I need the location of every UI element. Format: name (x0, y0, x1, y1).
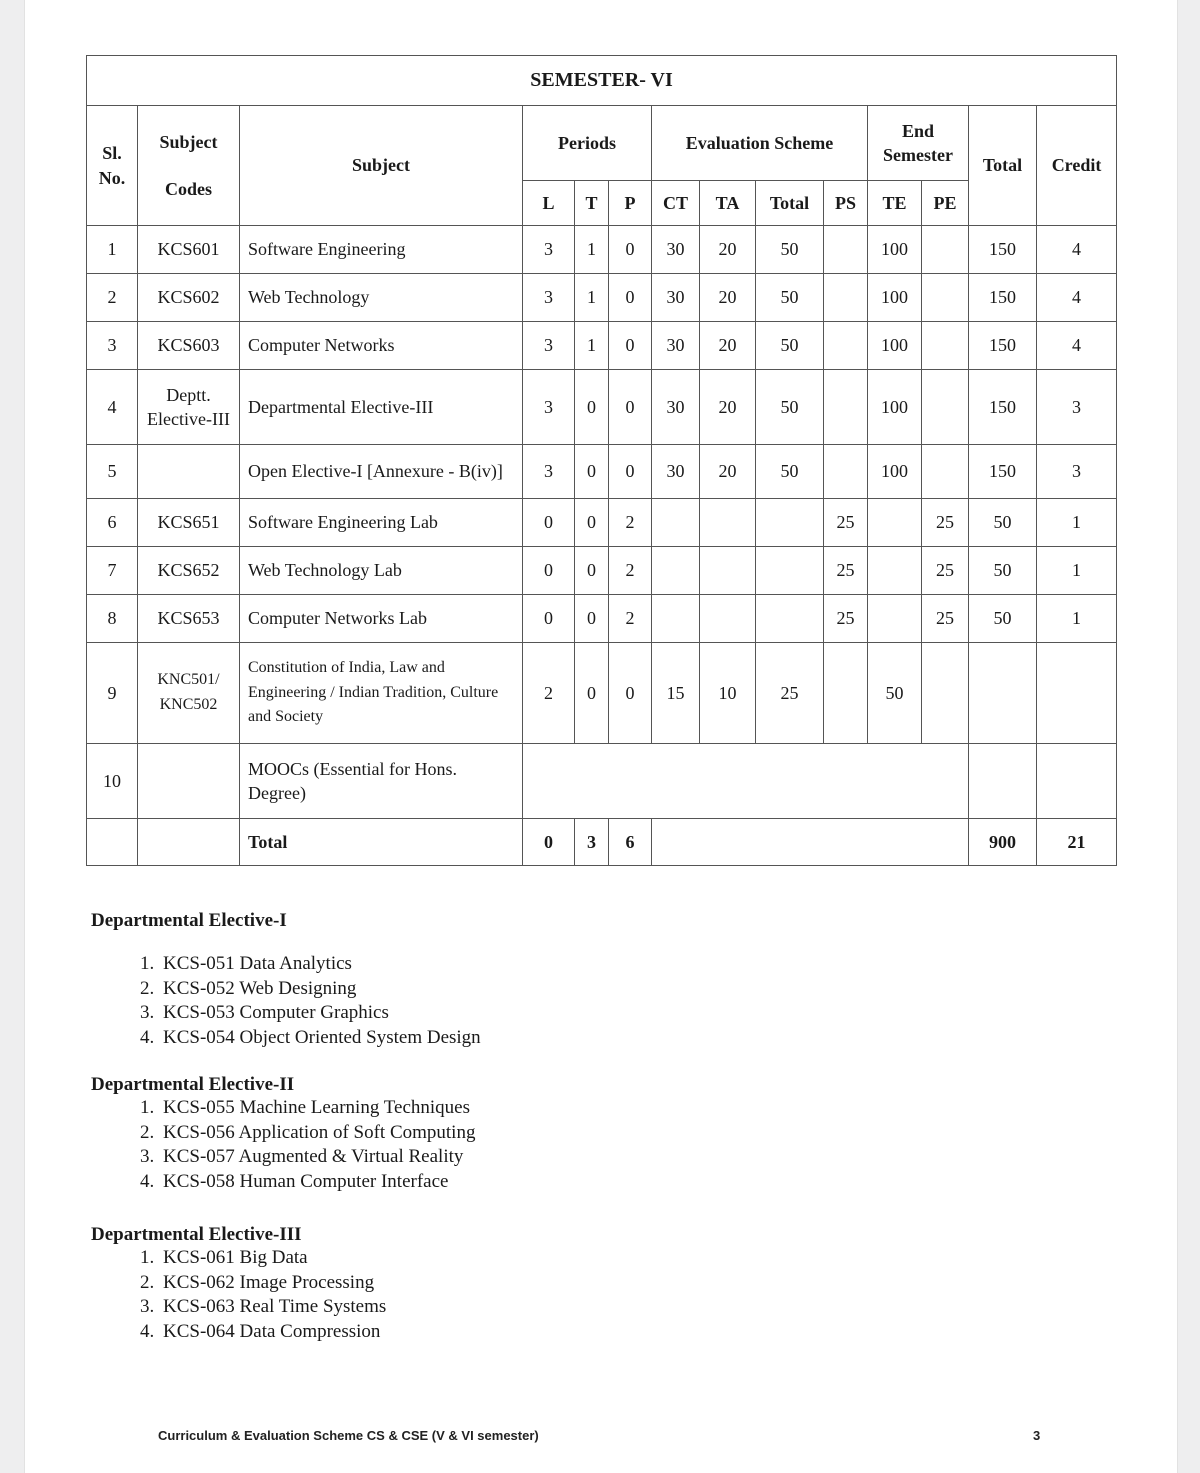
list-item: 2. KCS-062 Image Processing (159, 1271, 481, 1296)
cell-te: 100 (868, 322, 922, 370)
cell-total: 50 (969, 595, 1037, 643)
table-row (87, 445, 1117, 499)
cell-ps: 25 (824, 595, 868, 643)
header-evaluation-scheme: Evaluation Scheme (652, 106, 868, 181)
header-te: TE (868, 181, 922, 226)
cell-l: 3 (523, 322, 575, 370)
cell-total: 150 (969, 370, 1037, 445)
cell-credit: 1 (1037, 595, 1117, 643)
elective-section (91, 1224, 481, 1344)
cell-ct: 30 (652, 274, 700, 322)
cell-p: 0 (609, 226, 652, 274)
elective-section (91, 910, 481, 1050)
cell-te (868, 595, 922, 643)
cell-credit: 3 (1037, 445, 1117, 499)
cell-ps (824, 643, 868, 744)
table-row (87, 595, 1117, 643)
cell-ct (652, 547, 700, 595)
header-credit: Credit (1037, 106, 1117, 226)
elective-heading: Departmental Elective-III (91, 1224, 302, 1245)
cell-code (138, 819, 240, 866)
cell-subject: MOOCs (Essential for Hons. Degree) (240, 744, 523, 819)
cell-code (138, 744, 240, 819)
cell-ta: 20 (700, 322, 756, 370)
cell-code: KCS652 (138, 547, 240, 595)
cell-subject: Web Technology (240, 274, 523, 322)
cell-ps: 25 (824, 547, 868, 595)
cell-l: 0 (523, 595, 575, 643)
cell-l: 3 (523, 370, 575, 445)
header-end-semester: End Semester (868, 106, 969, 181)
cell-etotal: 50 (756, 226, 824, 274)
cell-ta: 20 (700, 274, 756, 322)
semester-schedule-table (86, 55, 1117, 866)
cell-sl: 3 (87, 322, 138, 370)
cell-credit: 3 (1037, 370, 1117, 445)
cell-t: 0 (575, 595, 609, 643)
document-page (24, 0, 1178, 1473)
cell-te: 100 (868, 226, 922, 274)
cell-sl: 6 (87, 499, 138, 547)
list-item: 4. KCS-058 Human Computer Interface (159, 1170, 481, 1195)
cell-p: 0 (609, 370, 652, 445)
header-ct: CT (652, 181, 700, 226)
cell-pe (922, 643, 969, 744)
cell-total: 50 (969, 547, 1037, 595)
cell-ps (824, 226, 868, 274)
cell-sl: 10 (87, 744, 138, 819)
cell-te (868, 499, 922, 547)
cell-credit: 4 (1037, 322, 1117, 370)
header-subject: Subject (240, 106, 523, 226)
cell-te (868, 547, 922, 595)
list-item: 1. KCS-051 Data Analytics (159, 952, 481, 977)
header-subject-codes: Subject Codes (138, 106, 240, 226)
totals-t: 3 (575, 819, 609, 866)
elective-list (91, 1246, 481, 1344)
cell-p: 2 (609, 547, 652, 595)
cell-ct: 30 (652, 322, 700, 370)
list-item: 2. KCS-052 Web Designing (159, 977, 481, 1002)
table-row (87, 547, 1117, 595)
cell-ta: 20 (700, 445, 756, 499)
cell-code: KNC501/ KNC502 (138, 643, 240, 744)
cell-total: 150 (969, 445, 1037, 499)
cell-sl: 9 (87, 643, 138, 744)
header-t: T (575, 181, 609, 226)
cell-t: 1 (575, 322, 609, 370)
cell-ps (824, 370, 868, 445)
cell-code: KCS651 (138, 499, 240, 547)
totals-l: 0 (523, 819, 575, 866)
cell-t: 1 (575, 226, 609, 274)
cell-sl (87, 819, 138, 866)
cell-etotal: 50 (756, 274, 824, 322)
cell-credit (1037, 744, 1117, 819)
cell-empty-span (523, 744, 969, 819)
cell-ct: 15 (652, 643, 700, 744)
header-ps: PS (824, 181, 868, 226)
cell-etotal: 50 (756, 370, 824, 445)
elective-list (91, 952, 481, 1050)
cell-etotal: 25 (756, 643, 824, 744)
cell-total: 150 (969, 226, 1037, 274)
totals-label: Total (240, 819, 523, 866)
list-item: 1. KCS-061 Big Data (159, 1246, 481, 1271)
table-row (87, 744, 1117, 819)
cell-ta: 20 (700, 370, 756, 445)
cell-credit: 1 (1037, 547, 1117, 595)
cell-pe: 25 (922, 547, 969, 595)
cell-credit (1037, 643, 1117, 744)
cell-te: 100 (868, 445, 922, 499)
cell-ps: 25 (824, 499, 868, 547)
header-periods: Periods (523, 106, 652, 181)
table-row (87, 499, 1117, 547)
cell-l: 2 (523, 643, 575, 744)
header-pe: PE (922, 181, 969, 226)
table-row (87, 226, 1117, 274)
cell-pe (922, 370, 969, 445)
cell-credit: 4 (1037, 226, 1117, 274)
cell-t: 0 (575, 547, 609, 595)
cell-ta (700, 595, 756, 643)
table-row (87, 370, 1117, 445)
cell-t: 1 (575, 274, 609, 322)
elective-heading: Departmental Elective-II (91, 1074, 295, 1095)
cell-t: 0 (575, 370, 609, 445)
cell-ps (824, 322, 868, 370)
cell-code: KCS602 (138, 274, 240, 322)
cell-ta: 20 (700, 226, 756, 274)
cell-ct (652, 595, 700, 643)
cell-etotal: 50 (756, 322, 824, 370)
cell-pe: 25 (922, 595, 969, 643)
cell-code (138, 445, 240, 499)
cell-ct: 30 (652, 445, 700, 499)
cell-l: 0 (523, 499, 575, 547)
elective-heading: Departmental Elective-I (91, 910, 287, 931)
totals-row (87, 819, 1117, 866)
list-item: 1. KCS-055 Machine Learning Techniques (159, 1096, 481, 1121)
cell-sl: 2 (87, 274, 138, 322)
cell-ct: 30 (652, 226, 700, 274)
cell-credit: 1 (1037, 499, 1117, 547)
cell-pe (922, 322, 969, 370)
cell-subject: Software Engineering Lab (240, 499, 523, 547)
cell-l: 3 (523, 274, 575, 322)
list-item: 3. KCS-063 Real Time Systems (159, 1295, 481, 1320)
cell-pe: 25 (922, 499, 969, 547)
header-p: P (609, 181, 652, 226)
cell-p: 0 (609, 274, 652, 322)
table-row (87, 643, 1117, 744)
cell-empty-span (652, 819, 969, 866)
header-sl-no: Sl. No. (87, 106, 138, 226)
cell-subject: Open Elective-I [Annexure - B(iv)] (240, 445, 523, 499)
totals-credit: 21 (1037, 819, 1117, 866)
totals-total: 900 (969, 819, 1037, 866)
cell-te: 100 (868, 370, 922, 445)
elective-list (91, 1096, 481, 1194)
cell-te: 100 (868, 274, 922, 322)
cell-sl: 1 (87, 226, 138, 274)
cell-total: 150 (969, 274, 1037, 322)
cell-ta (700, 499, 756, 547)
header-eval-total: Total (756, 181, 824, 226)
list-item: 4. KCS-064 Data Compression (159, 1320, 481, 1345)
table-row (87, 274, 1117, 322)
cell-code: KCS603 (138, 322, 240, 370)
cell-p: 0 (609, 643, 652, 744)
page-footer: Curriculum & Evaluation Scheme CS & CSE (V & VI semester) (158, 1428, 539, 1443)
cell-te: 50 (868, 643, 922, 744)
cell-subject: Constitution of India, Law and Engineering / Indian Tradition, Culture and Society (240, 643, 523, 744)
cell-code: Deptt. Elective-III (138, 370, 240, 445)
totals-p: 6 (609, 819, 652, 866)
cell-subject: Web Technology Lab (240, 547, 523, 595)
cell-l: 3 (523, 445, 575, 499)
cell-t: 0 (575, 643, 609, 744)
cell-etotal (756, 595, 824, 643)
cell-t: 0 (575, 499, 609, 547)
header-total: Total (969, 106, 1037, 226)
cell-l: 3 (523, 226, 575, 274)
semester-title: SEMESTER- VI (87, 56, 1117, 106)
list-item: 3. KCS-057 Augmented & Virtual Reality (159, 1145, 481, 1170)
cell-sl: 7 (87, 547, 138, 595)
cell-ps (824, 274, 868, 322)
cell-pe (922, 274, 969, 322)
cell-total: 150 (969, 322, 1037, 370)
cell-p: 0 (609, 445, 652, 499)
elective-section (91, 1074, 481, 1194)
cell-total (969, 744, 1037, 819)
cell-subject: Departmental Elective-III (240, 370, 523, 445)
list-item: 2. KCS-056 Application of Soft Computing (159, 1121, 481, 1146)
cell-etotal (756, 547, 824, 595)
cell-sl: 8 (87, 595, 138, 643)
cell-subject: Software Engineering (240, 226, 523, 274)
cell-p: 2 (609, 595, 652, 643)
list-item: 4. KCS-054 Object Oriented System Design (159, 1026, 481, 1051)
cell-pe (922, 445, 969, 499)
list-item: 3. KCS-053 Computer Graphics (159, 1001, 481, 1026)
cell-t: 0 (575, 445, 609, 499)
cell-subject: Computer Networks (240, 322, 523, 370)
cell-l: 0 (523, 547, 575, 595)
cell-ct: 30 (652, 370, 700, 445)
cell-p: 0 (609, 322, 652, 370)
header-l: L (523, 181, 575, 226)
cell-sl: 4 (87, 370, 138, 445)
cell-total: 50 (969, 499, 1037, 547)
header-ta: TA (700, 181, 756, 226)
cell-ps (824, 445, 868, 499)
cell-ct (652, 499, 700, 547)
cell-etotal (756, 499, 824, 547)
cell-total (969, 643, 1037, 744)
cell-p: 2 (609, 499, 652, 547)
cell-code: KCS601 (138, 226, 240, 274)
cell-code: KCS653 (138, 595, 240, 643)
cell-ta (700, 547, 756, 595)
cell-subject: Computer Networks Lab (240, 595, 523, 643)
elective-lists (91, 910, 481, 1344)
cell-ta: 10 (700, 643, 756, 744)
table-row (87, 322, 1117, 370)
cell-etotal: 50 (756, 445, 824, 499)
cell-pe (922, 226, 969, 274)
cell-credit: 4 (1037, 274, 1117, 322)
cell-sl: 5 (87, 445, 138, 499)
page-number: 3 (1033, 1428, 1041, 1443)
